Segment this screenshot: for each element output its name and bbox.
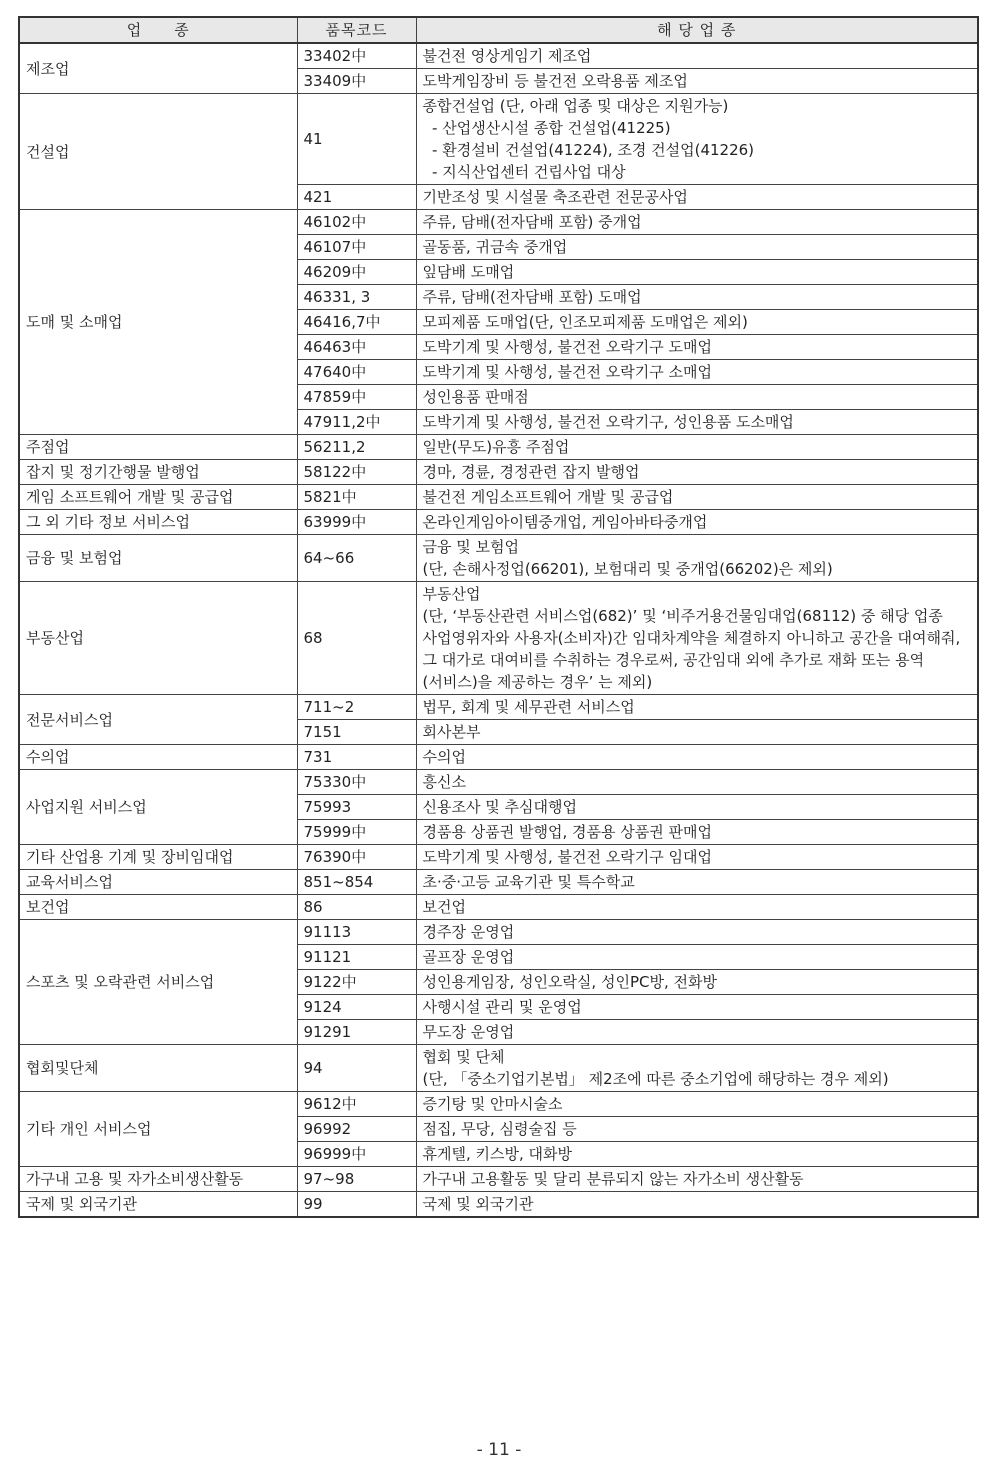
code-cell: 851~854 <box>297 870 416 895</box>
header-industry: 업 종 <box>19 17 297 43</box>
code-cell: 47859中 <box>297 385 416 410</box>
code-cell: 9122中 <box>297 970 416 995</box>
description-cell: 가구내 고용활동 및 달리 분류되지 않는 자가소비 생산활동 <box>416 1167 978 1192</box>
table-row <box>19 510 978 535</box>
description-cell: 온라인게임아이템중개업, 게임아바타중개업 <box>416 510 978 535</box>
description-cell: 골프장 운영업 <box>416 945 978 970</box>
description-cell: 보건업 <box>416 895 978 920</box>
description-cell: 주류, 담배(전자담배 포함) 도매업 <box>416 285 978 310</box>
description-cell: 흥신소 <box>416 770 978 795</box>
industry-cell: 부동산업 <box>19 582 297 695</box>
description-cell: 골동품, 귀금속 중개업 <box>416 235 978 260</box>
code-cell: 75330中 <box>297 770 416 795</box>
description-cell: 휴게텔, 키스방, 대화방 <box>416 1142 978 1167</box>
description-cell: 주류, 담배(전자담배 포함) 중개업 <box>416 210 978 235</box>
table-row <box>19 695 978 720</box>
description-cell: 성인용품 판매점 <box>416 385 978 410</box>
code-cell: 94 <box>297 1045 416 1092</box>
description-cell: 무도장 운영업 <box>416 1020 978 1045</box>
code-cell: 68 <box>297 582 416 695</box>
industry-cell: 보건업 <box>19 895 297 920</box>
description-cell: 잎담배 도매업 <box>416 260 978 285</box>
code-cell: 76390中 <box>297 845 416 870</box>
industry-table <box>18 16 979 1218</box>
code-cell: 41 <box>297 94 416 185</box>
code-cell: 97~98 <box>297 1167 416 1192</box>
table-row <box>19 210 978 235</box>
code-cell: 96992 <box>297 1117 416 1142</box>
code-cell: 33409中 <box>297 69 416 94</box>
industry-cell: 그 외 기타 정보 서비스업 <box>19 510 297 535</box>
code-cell: 46107中 <box>297 235 416 260</box>
table-header-row <box>19 17 978 43</box>
table-row <box>19 745 978 770</box>
table-row <box>19 1192 978 1218</box>
industry-cell: 가구내 고용 및 자가소비생산활동 <box>19 1167 297 1192</box>
industry-cell: 수의업 <box>19 745 297 770</box>
description-cell: 법무, 회계 및 세무관련 서비스업 <box>416 695 978 720</box>
table-row <box>19 920 978 945</box>
description-cell: 도박기계 및 사행성, 불건전 오락기구 임대업 <box>416 845 978 870</box>
industry-cell: 협회및단체 <box>19 1045 297 1092</box>
industry-cell: 금융 및 보험업 <box>19 535 297 582</box>
code-cell: 46102中 <box>297 210 416 235</box>
industry-cell: 교육서비스업 <box>19 870 297 895</box>
code-cell: 46463中 <box>297 335 416 360</box>
code-cell: 46209中 <box>297 260 416 285</box>
description-cell: 증기탕 및 안마시술소 <box>416 1092 978 1117</box>
table-row <box>19 1167 978 1192</box>
code-cell: 47911,2中 <box>297 410 416 435</box>
industry-cell: 기타 산업용 기계 및 장비임대업 <box>19 845 297 870</box>
code-cell: 91291 <box>297 1020 416 1045</box>
description-cell: 초·중·고등 교육기관 및 특수학교 <box>416 870 978 895</box>
description-cell: 국제 및 외국기관 <box>416 1192 978 1218</box>
industry-cell: 기타 개인 서비스업 <box>19 1092 297 1167</box>
description-cell: 경품용 상품권 발행업, 경품용 상품권 판매업 <box>416 820 978 845</box>
description-cell: 도박기계 및 사행성, 불건전 오락기구, 성인용품 도소매업 <box>416 410 978 435</box>
description-cell: 점집, 무당, 심령술집 등 <box>416 1117 978 1142</box>
industry-cell: 스포츠 및 오락관련 서비스업 <box>19 920 297 1045</box>
code-cell: 99 <box>297 1192 416 1218</box>
table-row <box>19 460 978 485</box>
table-row <box>19 43 978 69</box>
code-cell: 5821中 <box>297 485 416 510</box>
table-row <box>19 870 978 895</box>
description-cell: 수의업 <box>416 745 978 770</box>
industry-cell: 도매 및 소매업 <box>19 210 297 435</box>
description-cell: 불건전 영상게임기 제조업 <box>416 43 978 69</box>
industry-cell: 건설업 <box>19 94 297 210</box>
industry-cell: 제조업 <box>19 43 297 94</box>
code-cell: 91113 <box>297 920 416 945</box>
code-cell: 731 <box>297 745 416 770</box>
code-cell: 9612中 <box>297 1092 416 1117</box>
code-cell: 91121 <box>297 945 416 970</box>
table-row <box>19 485 978 510</box>
table-row <box>19 94 978 185</box>
code-cell: 63999中 <box>297 510 416 535</box>
code-cell: 46331, 3 <box>297 285 416 310</box>
description-cell: 신용조사 및 추심대행업 <box>416 795 978 820</box>
description-cell: 종합건설업 (단, 아래 업종 및 대상은 지원가능) - 산업생산시설 종합 건설업(41225) - 환경설비 건설업(41224), 조경 건설업(41226) - 지식산업센터 건립사업 대상 <box>416 94 978 185</box>
industry-cell: 사업지원 서비스업 <box>19 770 297 845</box>
table-row <box>19 895 978 920</box>
table-body <box>19 43 978 1217</box>
description-cell: 경마, 경륜, 경정관련 잡지 발행업 <box>416 460 978 485</box>
description-cell: 사행시설 관리 및 운영업 <box>416 995 978 1020</box>
table-row <box>19 535 978 582</box>
code-cell: 46416,7中 <box>297 310 416 335</box>
header-code: 품목코드 <box>297 17 416 43</box>
code-cell: 47640中 <box>297 360 416 385</box>
description-cell: 모피제품 도매업(단, 인조모피제품 도매업은 제외) <box>416 310 978 335</box>
page-number: - 11 - <box>476 1440 522 1460</box>
code-cell: 64~66 <box>297 535 416 582</box>
code-cell: 96999中 <box>297 1142 416 1167</box>
industry-cell: 전문서비스업 <box>19 695 297 745</box>
description-cell: 성인용게임장, 성인오락실, 성인PC방, 전화방 <box>416 970 978 995</box>
code-cell: 711~2 <box>297 695 416 720</box>
description-cell: 회사본부 <box>416 720 978 745</box>
code-cell: 9124 <box>297 995 416 1020</box>
description-cell: 금융 및 보험업 (단, 손해사정업(66201), 보험대리 및 중개업(66202)은 제외) <box>416 535 978 582</box>
code-cell: 7151 <box>297 720 416 745</box>
description-cell: 불건전 게임소프트웨어 개발 및 공급업 <box>416 485 978 510</box>
table-row <box>19 582 978 695</box>
table-row <box>19 845 978 870</box>
code-cell: 33402中 <box>297 43 416 69</box>
industry-cell: 주점업 <box>19 435 297 460</box>
code-cell: 421 <box>297 185 416 210</box>
code-cell: 58122中 <box>297 460 416 485</box>
table-row <box>19 435 978 460</box>
header-description: 해 당 업 종 <box>416 17 978 43</box>
description-cell: 경주장 운영업 <box>416 920 978 945</box>
industry-cell: 잡지 및 정기간행물 발행업 <box>19 460 297 485</box>
table-row <box>19 1045 978 1092</box>
description-cell: 부동산업 (단, ‘부동산관련 서비스업(682)’ 및 ‘비주거용건물임대업(68112) 중 해당 업종 사업영위자와 사용자(소비자)간 임대차계약을 체결하지 아니하고 공간을 대여해줘, 그 대가로 대여비를 수취하는 경우로써, 공간임대 외에 추가로 재화 또는 용역(서비스)을 제공하는 경우’ 는 제외) <box>416 582 978 695</box>
code-cell: 86 <box>297 895 416 920</box>
industry-cell: 게임 소프트웨어 개발 및 공급업 <box>19 485 297 510</box>
table-row <box>19 770 978 795</box>
description-cell: 일반(무도)유흥 주점업 <box>416 435 978 460</box>
code-cell: 56211,2 <box>297 435 416 460</box>
code-cell: 75993 <box>297 795 416 820</box>
description-cell: 도박기계 및 사행성, 불건전 오락기구 소매업 <box>416 360 978 385</box>
description-cell: 협회 및 단체 (단, 「중소기업기본법」 제2조에 따른 중소기업에 해당하는 경우 제외) <box>416 1045 978 1092</box>
code-cell: 75999中 <box>297 820 416 845</box>
description-cell: 도박게임장비 등 불건전 오락용품 제조업 <box>416 69 978 94</box>
table-row <box>19 1092 978 1117</box>
description-cell: 기반조성 및 시설물 축조관련 전문공사업 <box>416 185 978 210</box>
industry-cell: 국제 및 외국기관 <box>19 1192 297 1218</box>
description-cell: 도박기계 및 사행성, 불건전 오락기구 도매업 <box>416 335 978 360</box>
